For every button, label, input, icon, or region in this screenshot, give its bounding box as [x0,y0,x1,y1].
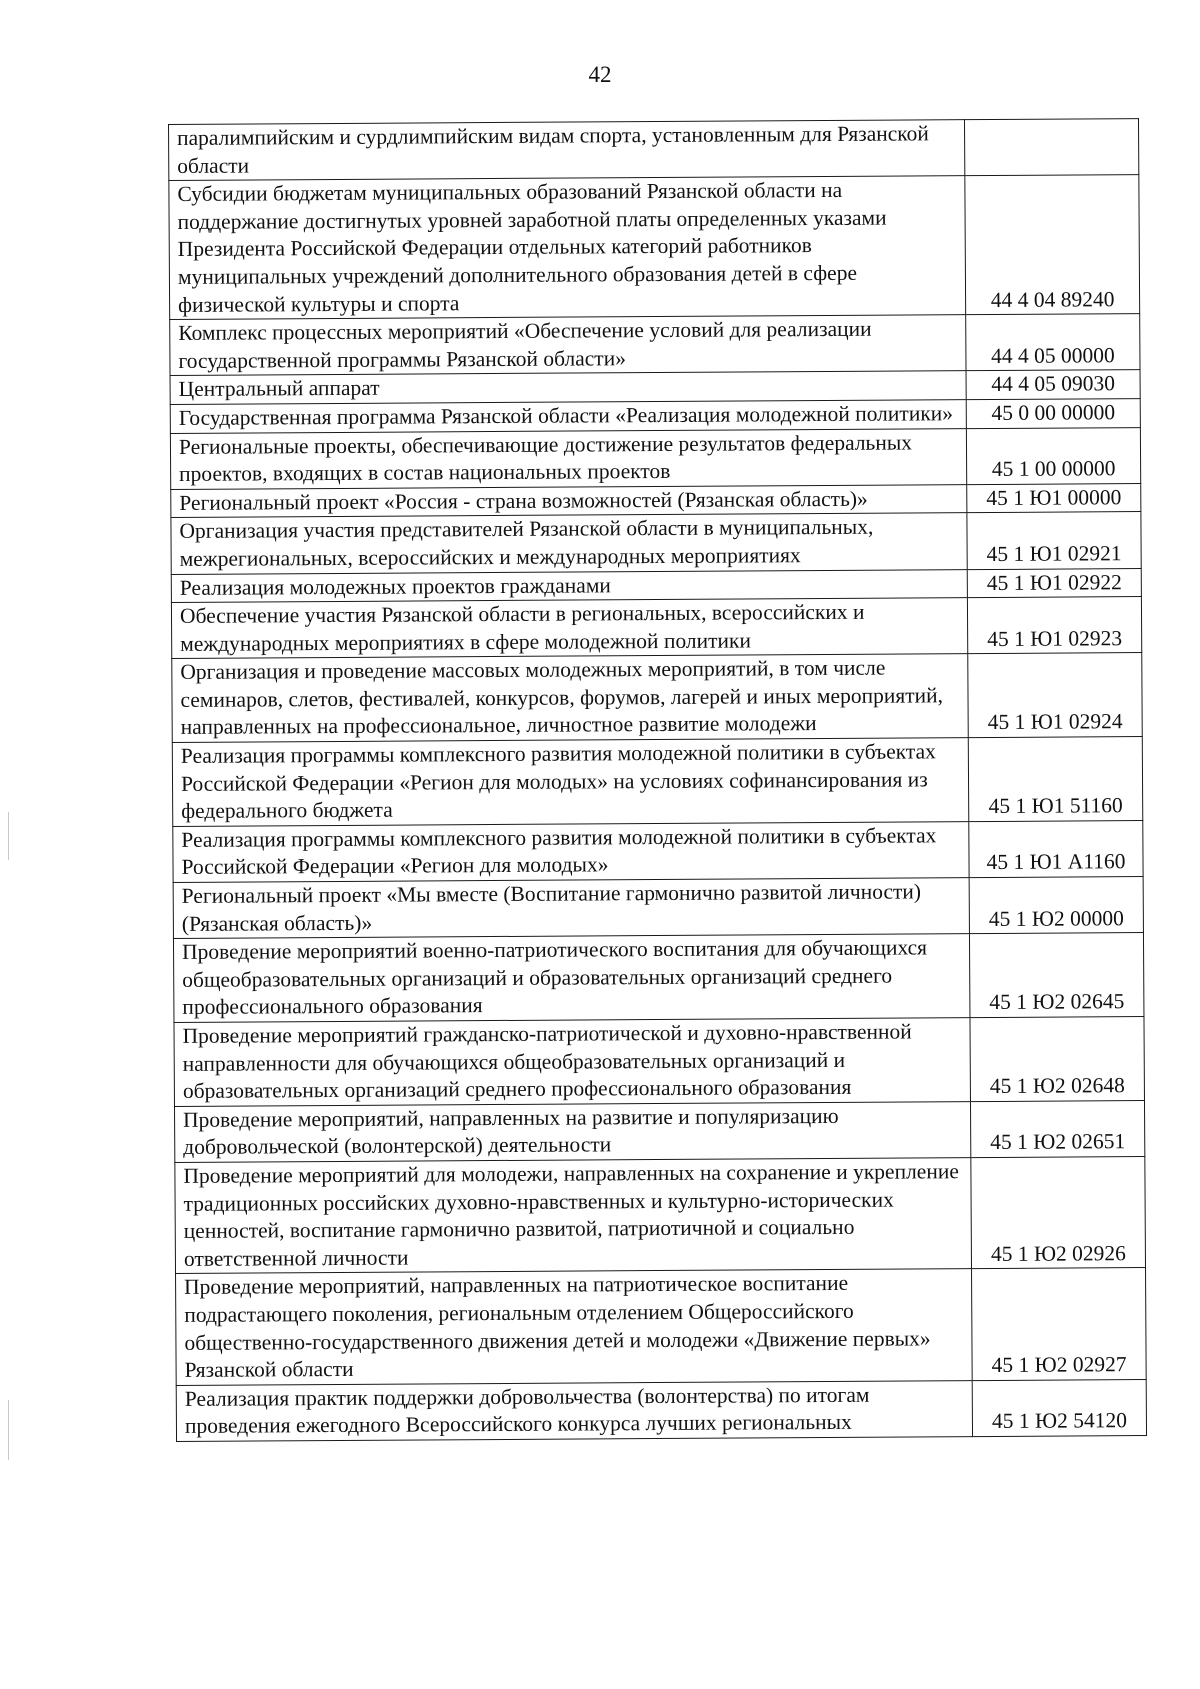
table-row [170,427,1140,489]
row-name: Региональный проект «Мы вместе (Воспитание гармонично развитой личности) (Рязанская область)» [173,878,969,939]
row-code: 45 1 Ю1 00000 [967,483,1141,513]
row-code: 45 1 Ю1 02922 [967,568,1141,598]
row-code: 45 1 Ю2 02645 [969,933,1144,1018]
table-row [175,1157,1146,1274]
table-row [170,314,1140,376]
row-code: 45 1 00 00000 [966,427,1140,484]
row-code: 45 0 00 00000 [966,399,1140,429]
table-row [173,820,1143,882]
classification-table-wrapper [168,118,1147,1442]
table-row [175,1100,1145,1162]
row-name: Проведение мероприятий, направленных на патриотическое воспитание подрастающего поколения, региональным отделением Общероссийского общественно-государственного движения детей и молодежи «Движение первых» Рязанской области [176,1269,973,1385]
row-code: 45 1 Ю1 02924 [968,653,1143,738]
row-code: 45 1 Ю1 02921 [967,512,1141,569]
row-name: Организация участия представителей Рязанской области в муниципальных, межрегиональных, всероссийских и международных мероприятиях [171,513,967,574]
row-code [964,119,1138,176]
row-name: Центральный аппарат [170,371,966,404]
row-name: паралимпийским и сурдлимпийским видам спорта, установленным для Рязанской области [169,120,965,181]
table-row [176,1268,1147,1385]
row-code: 45 1 Ю2 02651 [970,1100,1144,1157]
budget-classification-table [168,118,1147,1442]
row-code: 44 4 05 09030 [966,370,1140,400]
row-code: 44 4 04 89240 [965,175,1140,315]
table-row [176,1379,1146,1441]
scan-margin-mark [8,812,9,860]
row-code: 45 1 Ю2 02648 [970,1017,1145,1102]
row-name: Реализация практик поддержки добровольчества (волонтерства) по итогам проведения ежегодного Всероссийского конкурса лучших региональных [176,1380,972,1441]
row-code: 45 1 Ю2 00000 [969,877,1143,934]
row-name: Государственная программа Рязанской области «Реализация молодежной политики» [170,400,966,433]
table-row [172,737,1142,827]
row-code: 45 1 Ю1 А1160 [969,820,1143,877]
row-code: 45 1 Ю2 54120 [972,1379,1146,1436]
row-name: Проведение мероприятий, направленных на развитие и популяризацию добровольческой (волонтерской) деятельности [175,1101,971,1162]
row-name: Региональные проекты, обеспечивающие достижение результатов федеральных проектов, входящих в состав национальных проектов [170,428,966,489]
table-row [173,877,1143,939]
table-row [169,119,1139,181]
row-name: Проведение мероприятий военно-патриотического воспитания для обучающихся общеобразовательных организаций и образовательных организаций среднего профессионального образования [173,934,969,1023]
page-number: 42 [588,62,612,87]
row-name: Региональный проект «Россия - страна возможностей (Рязанская область)» [171,484,967,517]
table-row [174,1017,1144,1107]
row-name: Обеспечение участия Рязанской области в региональных, всероссийских и международных мероприятиях в сфере молодежной политики [171,598,967,659]
table-row [172,653,1142,743]
table-row [171,512,1141,574]
table-row [171,597,1141,659]
table-row [169,175,1140,320]
row-code: 45 1 Ю1 02923 [967,597,1141,654]
row-name: Субсидии бюджетам муниципальных образований Рязанской области на поддержание достигнутых уровней заработной платы определенных указами Президента Российской Федерации отдельных категорий работников муниципальных учреждений дополнительного образования детей в сфере физической культуры и спорта [169,176,966,320]
row-name: Организация и проведение массовых молодежных мероприятий, в том числе семинаров, слетов, фестивалей, конкурсов, форумов, лагерей и иных мероприятий, направленных на профессиональное, личностное развитие молодежи [172,654,968,743]
row-name: Реализация молодежных проектов гражданами [171,569,967,602]
row-code: 45 1 Ю2 02927 [972,1268,1147,1380]
scan-margin-mark-lower [8,1400,9,1460]
table-row [173,933,1143,1023]
row-code: 44 4 05 00000 [966,314,1140,371]
row-name: Проведение мероприятий для молодежи, направленных на сохранение и укрепление традиционных российских духовно-нравственных и культурно-исторических ценностей, воспитание гармонично развитой, патриотичной и социально ответственной личности [175,1158,972,1274]
row-name: Реализация программы комплексного развития молодежной политики в субъектах Российской Федерации «Регион для молодых» на условиях софинансирования из федерального бюджета [172,738,968,827]
row-name: Проведение мероприятий гражданско-патриотической и духовно-нравственной направленности для обучающихся общеобразовательных организаций и образовательных организаций среднего профессионального образования [174,1018,970,1107]
row-name: Реализация программы комплексного развития молодежной политики в субъектах Российской Федерации «Регион для молодых» [173,821,969,882]
row-code: 45 1 Ю1 51160 [968,737,1143,822]
row-name: Комплекс процессных мероприятий «Обеспечение условий для реализации государственной программы Рязанской области» [170,315,966,376]
row-code: 45 1 Ю2 02926 [971,1157,1146,1269]
